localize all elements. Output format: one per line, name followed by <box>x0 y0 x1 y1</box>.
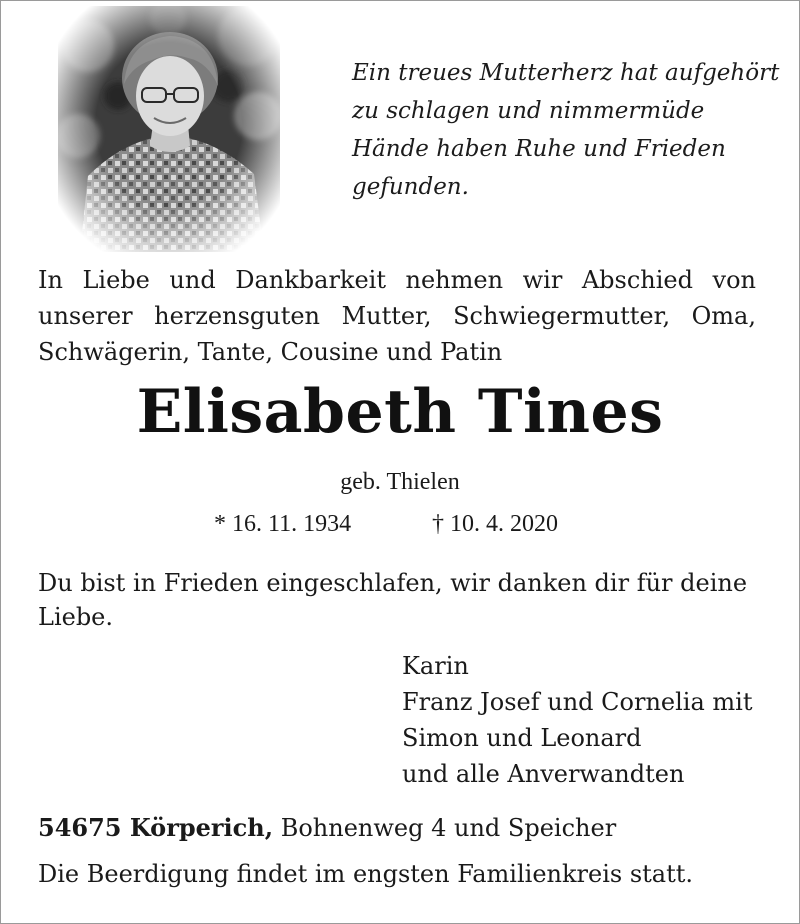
portrait-photo <box>58 6 280 252</box>
death-date: † 10. 4. 2020 <box>432 511 558 537</box>
family-line: Karin <box>402 652 469 680</box>
poem-line: gefunden. <box>352 174 469 200</box>
poem-line: Hände haben Ruhe und Frieden <box>352 136 726 162</box>
funeral-note: Die Beerdigung findet im engsten Familienkreis statt. <box>38 860 694 888</box>
family-line: und alle Anverwandten <box>402 760 685 788</box>
thanks-text: Du bist in Frieden eingeschlafen, wir danken dir für deine Liebe. <box>38 569 748 631</box>
poem <box>352 54 782 206</box>
family-line: Simon und Leonard <box>402 724 642 752</box>
address <box>38 810 616 846</box>
deceased-name: Elisabeth Tines <box>136 377 664 447</box>
family-line: Franz Josef und Cornelia mit <box>402 688 753 716</box>
poem-line: zu schlagen und nimmermüde <box>352 98 705 124</box>
maiden-name: geb. Thielen <box>340 469 460 495</box>
intro-line: In Liebe und Dankbarkeit nehmen wir Abschied von <box>38 266 756 294</box>
family-signatures <box>402 648 792 792</box>
address-city: 54675 Körperich, <box>38 813 274 842</box>
address-street: Bohnenweg 4 und Speicher <box>273 814 617 842</box>
intro-line: unserer herzensguten Mutter, Schwiegermutter, Oma, <box>38 302 756 330</box>
intro-line: Schwägerin, Tante, Cousine und Patin <box>38 338 503 366</box>
birth-date: * 16. 11. 1934 <box>214 511 352 537</box>
intro-text <box>38 262 756 370</box>
poem-line: Ein treues Mutterherz hat aufgehört <box>352 60 780 86</box>
portrait-photo-icon <box>58 6 280 252</box>
